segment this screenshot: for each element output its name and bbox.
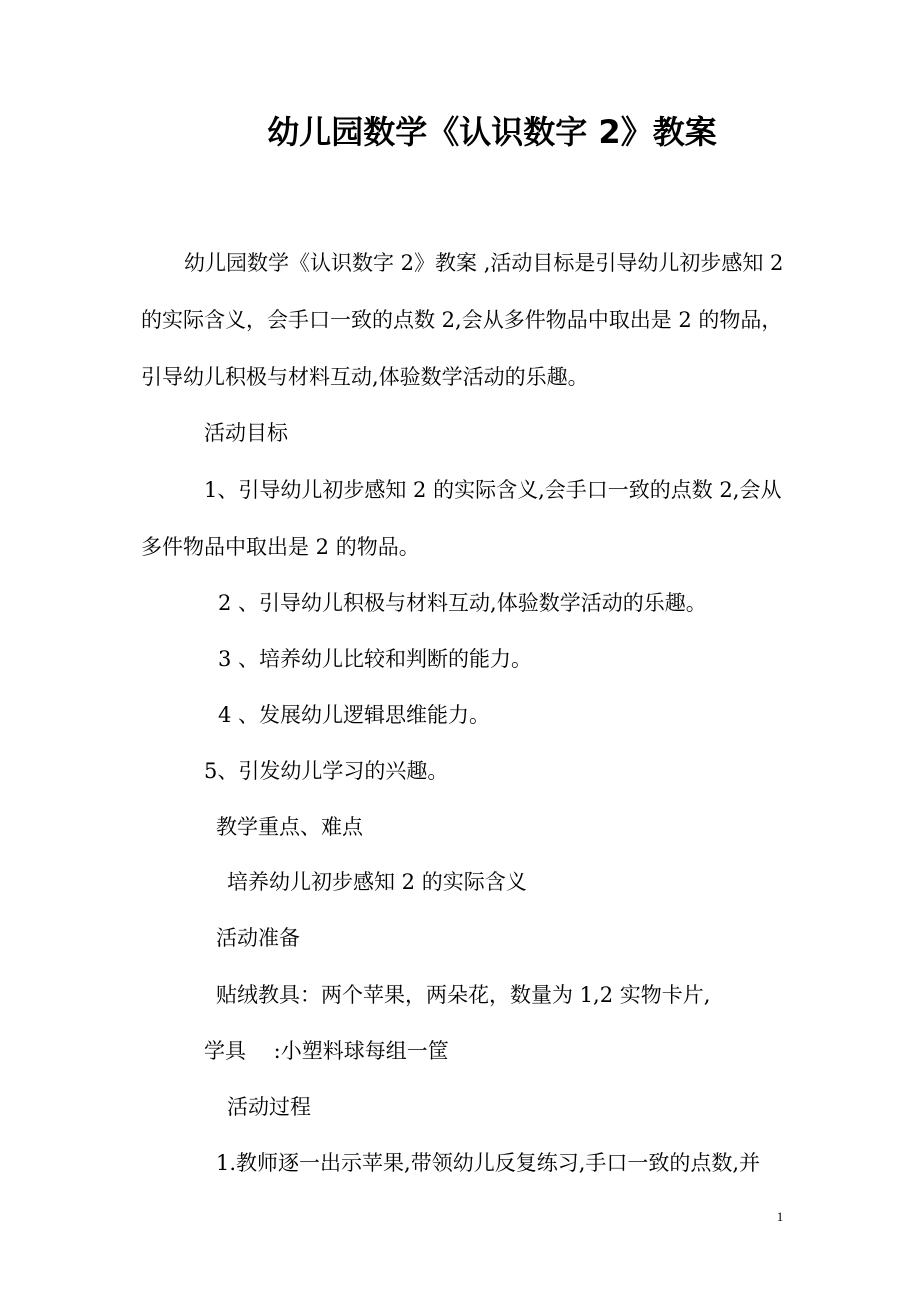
goal-item-3: 3 、培养幼儿比较和判断的能力。 <box>218 647 533 671</box>
goals-heading: 活动目标 <box>204 421 288 445</box>
process-heading: 活动过程 <box>227 1095 311 1119</box>
preparation-materials: 贴绒教具：两个苹果，两朵花，数量为 1,2 实物卡片, <box>216 983 711 1007</box>
goal-item-1-line-2: 多件物品中取出是 2 的物品。 <box>141 535 420 559</box>
key-points-heading: 教学重点、难点 <box>216 815 363 839</box>
goal-item-5: 5、引发幼儿学习的兴趣。 <box>204 759 449 783</box>
intro-line-2: 的实际含义，会手口一致的点数 2,会从多件物品中取出是 2 的物品， <box>141 308 783 332</box>
intro-line-1: 幼儿园数学《认识数字 2》教案 ,活动目标是引导幼儿初步感知 2 <box>184 251 784 275</box>
goal-item-4: 4 、发展幼儿逻辑思维能力。 <box>218 703 491 727</box>
preparation-student-tools: 学具 :小塑料球每组一筐 <box>204 1039 449 1063</box>
page-number: 1 <box>776 1209 784 1224</box>
goal-item-1-line-1: 1、引导幼儿初步感知 2 的实际含义,会手口一致的点数 2,会从 <box>204 478 782 502</box>
preparation-heading: 活动准备 <box>216 926 300 950</box>
key-points-text: 培养幼儿初步感知 2 的实际含义 <box>227 870 527 894</box>
goal-item-2: 2 、引导幼儿积极与材料互动,体验数学活动的乐趣。 <box>218 591 707 615</box>
process-step-1: 1.教师逐一出示苹果,带领幼儿反复练习,手口一致的点数,并 <box>216 1151 761 1175</box>
intro-line-3: 引导幼儿积极与材料互动,体验数学活动的乐趣。 <box>141 365 589 389</box>
document-title: 幼儿园数学《认识数字 2》教案 <box>267 113 717 151</box>
